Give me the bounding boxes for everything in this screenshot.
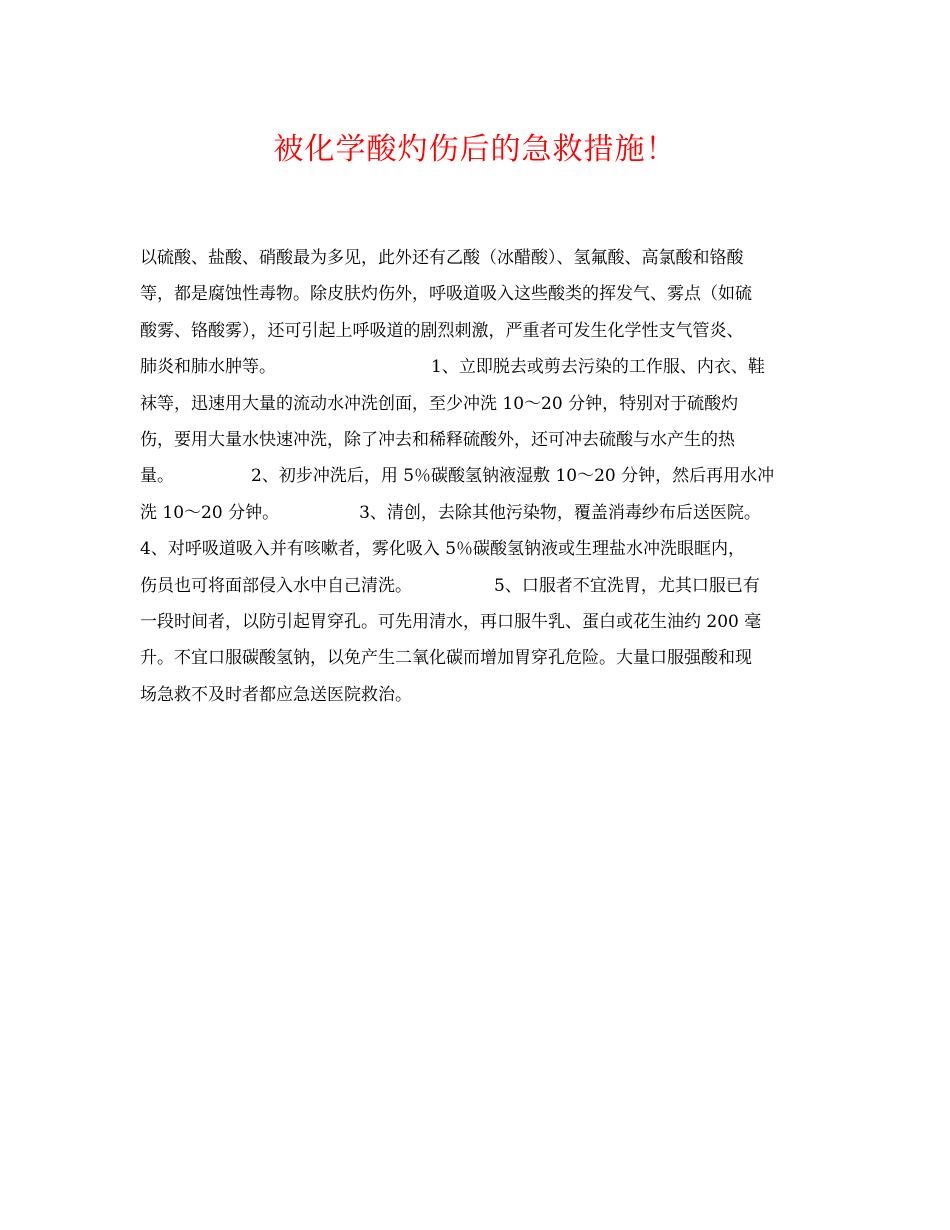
body-line <box>140 677 812 713</box>
body-line <box>140 640 812 676</box>
body-line <box>140 349 812 385</box>
body-text-segment: 场急救不及时者都应急送医院救治。 <box>140 684 412 705</box>
body-line <box>140 531 812 567</box>
body-text-segment: 伤员也可将面部侵入水中自己清洗。 <box>140 575 412 596</box>
body-text-segment: 一段时间者，以防引起胃穿孔。可先用清水，再口服牛乳、蛋白或花生油约 200 毫 <box>140 611 762 632</box>
body-text-segment: 1、立即脱去或剪去污染的工作服、内衣、鞋 <box>431 357 765 378</box>
body-line <box>140 276 812 312</box>
body-line <box>140 422 812 458</box>
body-line <box>140 386 812 422</box>
body-text-segment: 3、清创，去除其他污染物，覆盖消毒纱布后送医院。 <box>359 502 761 523</box>
body-text-segment: 洗 10～20 分钟。 <box>140 502 280 523</box>
document-title: 被化学酸灼伤后的急救措施！ <box>273 132 677 167</box>
body-line <box>140 495 812 531</box>
body-line <box>140 604 812 640</box>
body-text-segment: 量。 <box>140 466 174 487</box>
body-line <box>140 458 812 494</box>
body-line <box>140 568 812 604</box>
body-text-segment: 2、初步冲洗后，用 5％碳酸氢钠液湿敷 10～20 分钟，然后再用水冲 <box>251 466 775 487</box>
body-text-segment: 酸雾、铬酸雾），还可引起上呼吸道的剧烈刺激，严重者可发生化学性支气管炎、 <box>140 320 744 341</box>
body-line <box>140 240 812 276</box>
body-text-segment: 4、对呼吸道吸入并有咳嗽者，雾化吸入 5％碳酸氢钠液或生理盐水冲洗眼眶内， <box>140 539 746 560</box>
body-text-segment: 升。不宜口服碳酸氢钠，以免产生二氧化碳而增加胃穿孔危险。大量口服强酸和现 <box>140 648 752 669</box>
body-line <box>140 313 812 349</box>
body-text-segment: 肺炎和肺水肿等。 <box>140 357 276 378</box>
body-text-segment: 5、口服者不宜洗胃，尤其口服已有 <box>494 575 760 596</box>
body-text-segment: 伤，要用大量水快速冲洗，除了冲去和稀释硫酸外，还可冲去硫酸与水产生的热 <box>140 429 735 450</box>
body-text-segment: 等，都是腐蚀性毒物。除皮肤灼伤外，呼吸道吸入这些酸类的挥发气、雾点（如硫 <box>140 284 752 305</box>
body-text-segment: 以硫酸、盐酸、硝酸最为多见，此外还有乙酸（冰醋酸）、氢氟酸、高氯酸和铬酸 <box>140 248 744 268</box>
body-text-segment: 袜等，迅速用大量的流动水冲洗创面，至少冲洗 10～20 分钟，特别对于硫酸灼 <box>140 393 739 414</box>
document-body <box>140 240 812 713</box>
